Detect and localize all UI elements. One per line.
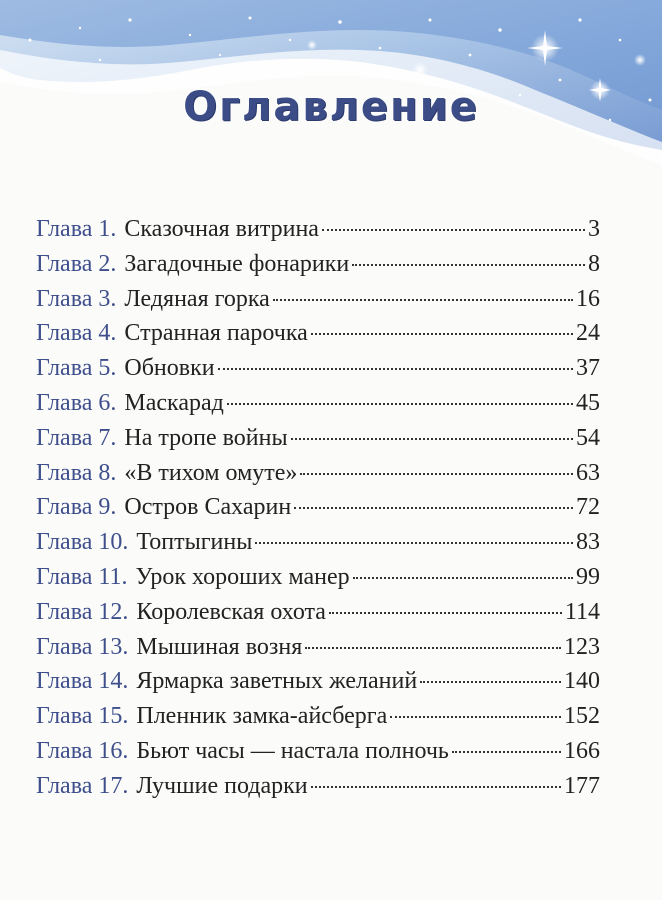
chapter-title: Сказочная витрина	[124, 216, 319, 242]
page-number: 37	[576, 355, 600, 382]
page-number: 3	[588, 216, 600, 242]
page-number: 99	[576, 563, 600, 590]
dot-leader	[311, 786, 561, 788]
toc-entry[interactable]	[36, 247, 600, 282]
chapter-title: Мышиная возня	[136, 633, 303, 660]
toc-entry[interactable]	[36, 351, 600, 386]
chapter-label: Глава 8.	[36, 459, 117, 486]
chapter-label: Глава 9.	[36, 494, 117, 521]
dot-leader	[329, 612, 562, 614]
dot-leader	[218, 368, 573, 370]
chapter-label: Глава 12.	[36, 598, 129, 625]
chapter-title: На тропе войны	[124, 424, 288, 451]
table-of-contents	[36, 212, 600, 804]
toc-entry[interactable]	[36, 630, 600, 665]
page-number: 16	[576, 285, 600, 312]
toc-entry[interactable]	[36, 421, 600, 456]
chapter-title: Странная парочка	[124, 320, 308, 347]
chapter-title: Урок хороших манер	[135, 563, 350, 590]
chapter-label: Глава 3.	[36, 285, 117, 312]
page-number: 45	[576, 389, 600, 416]
chapter-label: Глава 10.	[36, 529, 129, 556]
dot-leader	[273, 299, 573, 301]
toc-entry[interactable]	[36, 595, 600, 630]
page-number: 63	[576, 459, 600, 486]
chapter-title: Лучшие подарки	[136, 772, 308, 799]
dot-leader	[305, 647, 561, 649]
chapter-title: «В тихом омуте»	[124, 459, 298, 486]
chapter-label: Глава 16.	[36, 737, 129, 764]
chapter-label: Глава 7.	[36, 424, 117, 451]
dot-leader	[294, 507, 573, 509]
toc-entry[interactable]	[36, 560, 600, 595]
dot-leader	[452, 751, 561, 753]
dot-leader	[291, 438, 573, 440]
dot-leader	[322, 229, 585, 231]
page-number: 152	[564, 703, 600, 730]
page-number: 83	[576, 529, 600, 556]
page-number: 54	[576, 424, 600, 451]
chapter-label: Глава 11.	[36, 563, 128, 590]
page-title: Оглавление	[183, 84, 479, 130]
dot-leader	[420, 681, 561, 683]
toc-entry[interactable]	[36, 212, 600, 247]
toc-entry[interactable]	[36, 316, 600, 351]
chapter-title: Ледяная горка	[124, 285, 270, 312]
dot-leader	[227, 403, 573, 405]
chapter-title: Топтыгины	[136, 529, 253, 556]
dot-leader	[352, 264, 585, 266]
chapter-title: Загадочные фонарики	[124, 250, 350, 277]
chapter-title: Остров Сахарин	[124, 494, 292, 521]
toc-entry[interactable]	[36, 734, 600, 769]
toc-entry[interactable]	[36, 282, 600, 317]
page-number: 24	[576, 320, 600, 347]
page-number: 72	[576, 494, 600, 521]
page-number: 114	[564, 598, 600, 625]
toc-entry[interactable]	[36, 386, 600, 421]
chapter-label: Глава 5.	[36, 355, 117, 382]
chapter-label: Глава 4.	[36, 320, 117, 347]
chapter-label: Глава 15.	[36, 703, 129, 730]
dot-leader	[353, 577, 573, 579]
chapter-title: Бьют часы — настала полночь	[136, 737, 449, 764]
toc-entry[interactable]	[36, 456, 600, 491]
dot-leader	[255, 542, 573, 544]
page-number: 8	[588, 250, 600, 277]
chapter-label: Глава 1.	[36, 216, 117, 242]
toc-entry[interactable]	[36, 664, 600, 699]
toc-entry[interactable]	[36, 490, 600, 525]
chapter-label: Глава 2.	[36, 250, 117, 277]
toc-entry[interactable]	[36, 769, 600, 804]
page-number: 177	[564, 772, 600, 799]
chapter-title: Королевская охота	[136, 598, 326, 625]
dot-leader	[300, 473, 573, 475]
page-number: 123	[564, 633, 600, 660]
page-number: 166	[564, 737, 600, 764]
chapter-label: Глава 13.	[36, 633, 129, 660]
chapter-label: Глава 17.	[36, 772, 129, 799]
dot-leader	[311, 333, 573, 335]
dot-leader	[390, 716, 561, 718]
chapter-title: Пленник замка-айсберга	[136, 703, 388, 730]
chapter-title: Обновки	[124, 355, 215, 382]
page-number: 140	[564, 668, 600, 695]
chapter-title: Ярмарка заветных желаний	[136, 668, 418, 695]
chapter-label: Глава 14.	[36, 668, 129, 695]
chapter-label: Глава 6.	[36, 389, 117, 416]
chapter-title: Маскарад	[124, 389, 224, 416]
toc-entry[interactable]	[36, 525, 600, 560]
toc-entry[interactable]	[36, 699, 600, 734]
